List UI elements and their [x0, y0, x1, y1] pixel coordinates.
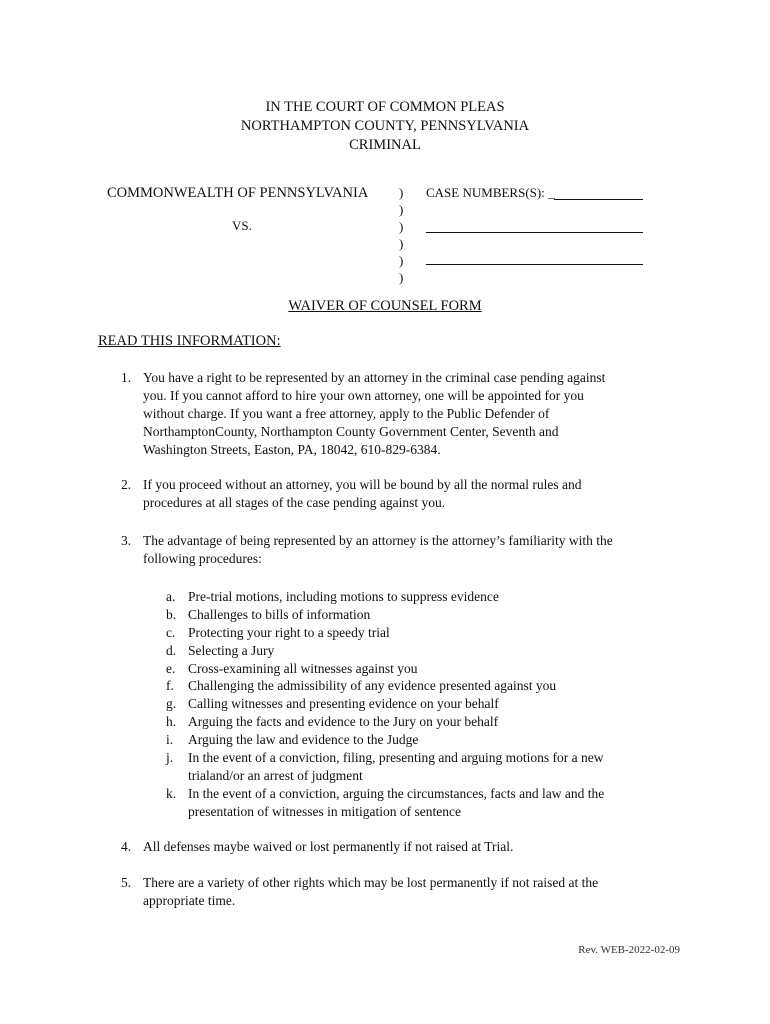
sub-item-text: Pre-trial motions, including motions to suppress evidence — [188, 589, 499, 604]
item-line: you. If you cannot afford to hire your own attorney, one will be appointed for you — [143, 388, 584, 403]
item-number: 3. — [121, 533, 132, 548]
item-text — [143, 838, 513, 856]
item-text — [143, 476, 582, 512]
item-line: procedures at all stages of the case pending against you. — [143, 495, 446, 510]
sub-item-text: Cross-examining all witnesses against you — [188, 661, 418, 676]
item-line: NorthamptonCounty, Northampton County Government Center, Seventh and — [143, 424, 559, 439]
sub-item-letter: i. — [166, 732, 174, 747]
item-line: without charge. If you want a free attorney, apply to the Public Defender of — [143, 406, 550, 421]
item-text — [143, 532, 613, 568]
paren: ) — [399, 219, 404, 234]
item-number: 5. — [121, 875, 132, 890]
sub-item-line: presentation of witnesses in mitigation of sentence — [188, 803, 461, 819]
sub-item-text: Calling witnesses and presenting evidence on your behalf — [188, 696, 499, 711]
item-line: If you proceed without an attorney, you will be bound by all the normal rules and — [143, 477, 582, 492]
item-line: You have a right to be represented by an attorney in the criminal case pending against — [143, 370, 606, 385]
versus-label: VS. — [232, 218, 252, 233]
read-information-heading: READ THIS INFORMATION: — [98, 333, 281, 349]
sub-item-text: Selecting a Jury — [188, 643, 275, 658]
sub-item-letter: h. — [166, 714, 177, 729]
sub-item-letter: f. — [166, 678, 174, 693]
plaintiff-name: COMMONWEALTH OF PENNSYLVANIA — [107, 185, 369, 201]
case-numbers-label: CASE NUMBERS(S): _ — [426, 185, 555, 200]
revision-label: Rev. WEB-2022-02-09 — [578, 944, 680, 956]
item-line: appropriate time. — [143, 893, 236, 908]
sub-item-text: Protecting your right to a speedy trial — [188, 625, 390, 640]
item-text — [143, 369, 605, 459]
sub-item-letter: a. — [166, 589, 176, 604]
case-number-field-3[interactable] — [426, 264, 643, 265]
court-header-line-1: IN THE COURT OF COMMON PLEAS — [265, 99, 505, 115]
sub-item-text: Arguing the facts and evidence to the Jury on your behalf — [188, 714, 499, 729]
item-text — [143, 874, 598, 910]
sub-item-text: Challenges to bills of information — [188, 607, 371, 622]
court-header — [0, 98, 770, 155]
sub-item-letter: k. — [166, 786, 177, 801]
sub-item-letter: c. — [166, 625, 176, 640]
sub-item-letter: j. — [166, 750, 174, 765]
case-number-field-1[interactable] — [554, 199, 643, 200]
sub-item-line: In the event of a conviction, filing, presenting and arguing motions for a new — [188, 750, 604, 765]
sub-item-text: Arguing the law and evidence to the Judge — [188, 732, 419, 747]
sub-item-text: Challenging the admissibility of any evidence presented against you — [188, 678, 557, 693]
case-number-field-2[interactable] — [426, 232, 643, 233]
sub-item-letter: b. — [166, 607, 177, 622]
paren: ) — [399, 270, 404, 285]
item-line: Washington Streets, Easton, PA, 18042, 610-829-6384. — [143, 442, 441, 457]
sub-item-line: In the event of a conviction, arguing the circumstances, facts and law and the — [188, 786, 605, 801]
item-number: 1. — [121, 370, 132, 385]
item-number: 4. — [121, 839, 132, 854]
paren: ) — [399, 253, 404, 268]
item-line: The advantage of being represented by an attorney is the attorney’s familiarity with the — [143, 533, 613, 548]
sub-item-text — [188, 785, 604, 821]
paren: ) — [399, 185, 404, 200]
sub-item-letter: d. — [166, 643, 177, 658]
item-number: 2. — [121, 477, 132, 492]
court-header-line-3: CRIMINAL — [349, 137, 421, 153]
sub-item-line: trialand/or an arrest of judgment — [188, 767, 363, 783]
paren: ) — [399, 236, 404, 251]
court-header-line-2: NORTHAMPTON COUNTY, PENNSYLVANIA — [240, 118, 530, 134]
caption-parentheses — [399, 184, 403, 286]
sub-item-text — [188, 749, 604, 785]
form-title: WAIVER OF COUNSEL FORM — [288, 298, 482, 314]
item-line: following procedures: — [143, 551, 262, 566]
sub-item-letter: e. — [166, 661, 176, 676]
paren: ) — [399, 202, 404, 217]
item-line: There are a variety of other rights which may be lost permanently if not raised at the — [143, 875, 599, 890]
item-line: All defenses maybe waived or lost permanently if not raised at Trial. — [143, 839, 514, 854]
sub-item-letter: g. — [166, 696, 177, 711]
